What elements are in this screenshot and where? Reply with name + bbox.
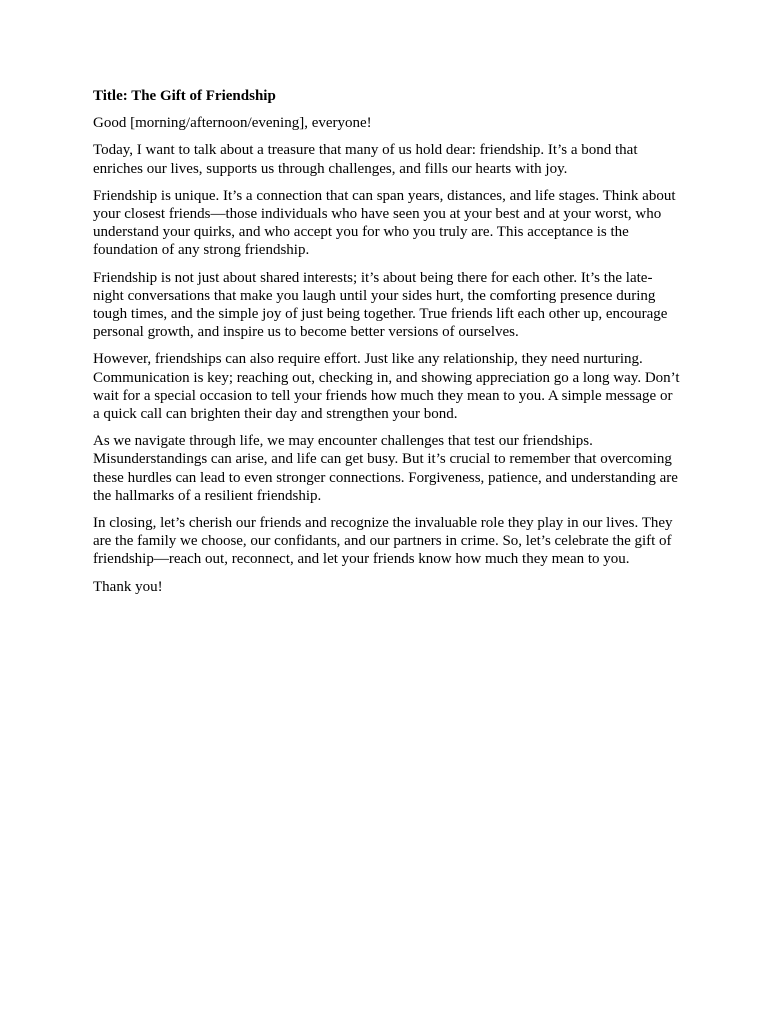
paragraph-closing: In closing, let’s cherish our friends and recognize the invaluable role they play in our lives. They are the family we choose, our confidants, and our partners in crime. So, let’s celebrate the gift of friendship—reach out, reconnect, and let your friends know how much they mean to you.	[93, 515, 673, 568]
paragraph-intro: Today, I want to talk about a treasure that many of us hold dear: friendship. It’s a bond that enriches our lives, supports us through challenges, and fills our hearts with joy.	[93, 142, 638, 177]
paragraph-challenges: As we navigate through life, we may encounter challenges that test our friendships. Misunderstandings can arise, and life can get busy. But it’s crucial to remember that overcoming these hurdles can lead to even stronger connections. Forgiveness, patience, and understanding are the hallmarks of a resilient friendship.	[93, 433, 678, 504]
document-page	[93, 87, 681, 605]
paragraph-support: Friendship is not just about shared interests; it’s about being there for each other. It’s the late-night conversations that make you laugh until your sides hurt, the comforting presence during tough times, and the simple joy of just being together. True friends lift each other up, encourage personal growth, and inspire us to become better versions of ourselves.	[93, 269, 668, 341]
paragraph-unique: Friendship is unique. It’s a connection that can span years, distances, and life stages. Think about your closest friends—those individuals who have seen you at your best and at your worst, who understand your quirks, and who accept you for who you truly are. This acceptance is the foundation of any strong friendship.	[93, 187, 676, 259]
paragraph-greeting: Good [morning/afternoon/evening], everyone!	[93, 115, 372, 132]
document-title: Title: The Gift of Friendship	[93, 88, 276, 104]
paragraph-thanks: Thank you!	[93, 578, 163, 595]
paragraph-effort: However, friendships can also require effort. Just like any relationship, they need nurturing. Communication is key; reaching out, checking in, and showing appreciation go a long way. Don’t wait for a special occasion to tell your friends how much they mean to you. A simple message or a quick call can brighten their day and strengthen your bond.	[93, 351, 680, 423]
